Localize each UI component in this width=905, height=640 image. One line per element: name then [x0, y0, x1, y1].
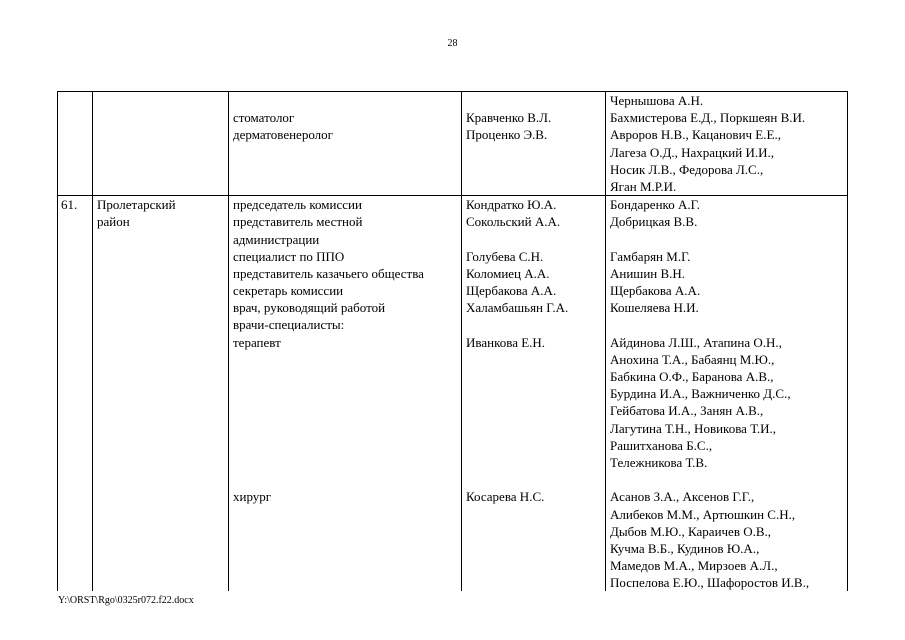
member-name-line	[466, 402, 603, 419]
member-name-line	[466, 454, 603, 471]
substitute-line: Лагутина Т.Н., Новикова Т.И.,	[610, 420, 776, 436]
substitute-line: Щербакова А.А.	[610, 283, 701, 299]
role-line: врач, руководящий работой	[233, 300, 386, 316]
role-line	[233, 92, 459, 109]
member-name-line	[466, 506, 603, 523]
substitute-line: Гамбарян М.Г.	[610, 248, 691, 264]
member-name-line	[466, 231, 603, 248]
substitute-line: Анишин В.Н.	[610, 265, 686, 281]
member-name-line: Кравченко В.Л.	[466, 110, 552, 126]
member-name-line	[466, 420, 603, 437]
role-line	[233, 454, 459, 471]
role-line	[233, 523, 459, 540]
substitute-line: Бахмистерова Е.Д., Поркшеян В.И.	[610, 110, 806, 126]
member-name-line	[466, 316, 603, 333]
member-name-line	[466, 523, 603, 540]
role-line: представитель местной	[233, 214, 363, 230]
member-name-line: Косарева Н.С.	[466, 489, 545, 505]
member-name-line: Коломиец А.А.	[466, 265, 550, 281]
member-name-line	[466, 437, 603, 454]
member-name-line	[466, 557, 603, 574]
substitute-line: Поспелова Е.Ю., Шафоростов И.В.,	[610, 575, 810, 591]
substitute-line: Алибеков М.М., Артюшкин С.Н.,	[610, 506, 796, 522]
substitutes-cell	[606, 92, 848, 196]
substitute-line: Добрицкая В.В.	[610, 214, 698, 230]
role-line	[233, 557, 459, 574]
substitute-line	[610, 316, 845, 333]
substitute-line	[610, 471, 845, 488]
role-line	[233, 368, 459, 385]
member-name-line	[466, 540, 603, 557]
member-name-line	[466, 144, 603, 161]
role-line: председатель комиссии	[233, 197, 362, 213]
role-line: терапевт	[233, 334, 281, 350]
substitute-line: Бурдина И.А., Важниченко Д.С.,	[610, 386, 791, 402]
commission-table	[57, 91, 848, 591]
substitute-line: Бондаренко А.Г.	[610, 197, 700, 213]
role-line	[233, 385, 459, 402]
substitute-line: Асанов З.А., Аксенов Г.Г.,	[610, 489, 755, 505]
substitute-line: Чернышова А.Н.	[610, 93, 704, 108]
role-line	[233, 574, 459, 591]
substitute-line: Носик Л.В., Федорова Л.С.,	[610, 161, 764, 177]
roles-cell	[229, 92, 462, 196]
member-name-line	[466, 178, 603, 195]
row-number-cell	[58, 92, 93, 196]
member-name-line	[466, 351, 603, 368]
role-line	[233, 402, 459, 419]
member-name-line	[466, 161, 603, 178]
role-line: специалист по ППО	[233, 248, 345, 264]
role-line	[233, 420, 459, 437]
names-cell	[462, 92, 606, 196]
role-line: хирург	[233, 489, 272, 505]
member-name-line: Иванкова Е.Н.	[466, 334, 546, 350]
table-row	[58, 196, 848, 592]
substitute-line: Тележникова Т.В.	[610, 454, 708, 470]
member-name-line	[466, 92, 603, 109]
district-cell	[93, 196, 229, 592]
substitute-line: Кучма В.Б., Кудинов Ю.А.,	[610, 540, 760, 556]
member-name-line	[466, 574, 603, 591]
substitute-line: Анохина Т.А., Бабаянц М.Ю.,	[610, 351, 775, 367]
member-name-line: Халамбашьян Г.А.	[466, 300, 569, 316]
substitute-line: Рашитханова Б.С.,	[610, 437, 713, 453]
role-line	[233, 144, 459, 161]
member-name-line	[466, 368, 603, 385]
member-name-line: Щербакова А.А.	[466, 283, 557, 299]
district-name: Пролетарский	[97, 197, 176, 213]
substitute-line: Авроров Н.В., Кацанович Е.Е.,	[610, 127, 781, 143]
substitute-line: Айдинова Л.Ш., Атапина О.Н.,	[610, 334, 782, 350]
role-line	[233, 506, 459, 523]
role-line: секретарь комиссии	[233, 283, 344, 299]
substitute-line: Лагеза О.Д., Нахрацкий И.И.,	[610, 144, 774, 160]
role-line	[233, 471, 459, 488]
member-name-line	[466, 471, 603, 488]
role-line	[233, 351, 459, 368]
substitute-line: Дыбов М.Ю., Караичев О.В.,	[610, 523, 772, 539]
role-line: представитель казачьего общества	[233, 265, 424, 281]
roles-cell	[229, 196, 462, 592]
member-name-line: Голубева С.Н.	[466, 248, 544, 264]
row-number: 61.	[61, 197, 78, 213]
district-name: район	[97, 214, 130, 230]
member-name-line: Кондратко Ю.А.	[466, 197, 557, 213]
substitute-line: Яган М.Р.И.	[610, 178, 677, 194]
row-number-cell	[58, 196, 93, 592]
file-path-footer: Y:\ORST\Rgo\0325r072.f22.docx	[58, 595, 194, 606]
role-line	[233, 540, 459, 557]
names-cell	[462, 196, 606, 592]
role-line: врачи-специалисты:	[233, 317, 345, 333]
substitute-line: Бабкина О.Ф., Баранова А.В.,	[610, 369, 774, 384]
substitute-line: Мамедов М.А., Мирзоев А.Л.,	[610, 558, 778, 574]
role-line	[233, 161, 459, 178]
role-line	[233, 178, 459, 195]
table-row	[58, 92, 848, 196]
substitute-line: Гейбатова И.А., Занян А.В.,	[610, 403, 764, 419]
member-name-line: Проценко Э.В.	[466, 127, 548, 143]
substitute-line: Кошеляева Н.И.	[610, 300, 699, 316]
role-line: стоматолог	[233, 110, 295, 126]
substitutes-cell	[606, 196, 848, 592]
member-name-line: Сокольский А.А.	[466, 214, 561, 230]
role-line	[233, 437, 459, 454]
page-number: 28	[447, 38, 458, 49]
role-line: администрации	[233, 231, 320, 247]
role-line: дерматовенеролог	[233, 127, 333, 143]
district-cell	[93, 92, 229, 196]
member-name-line	[466, 385, 603, 402]
substitute-line	[610, 231, 845, 248]
